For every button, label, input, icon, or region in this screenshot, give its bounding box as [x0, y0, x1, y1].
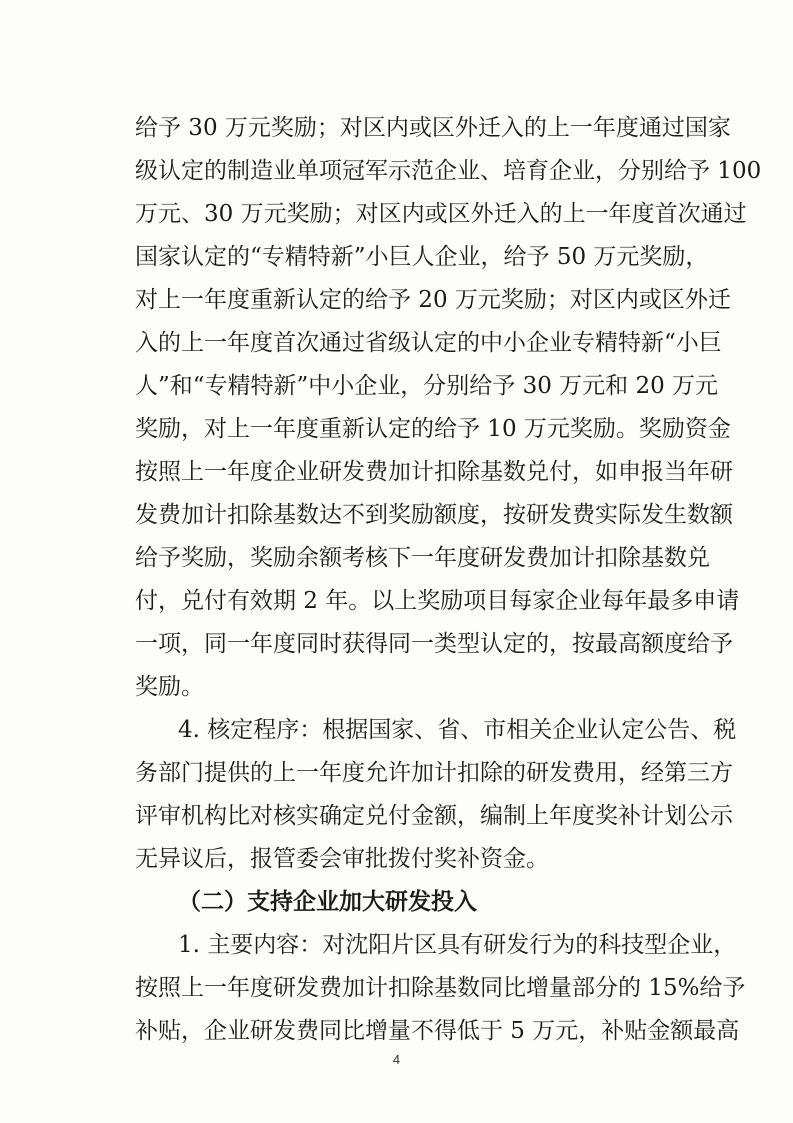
text-line: 给予 30 万元奖励；对区内或区外迁入的上一年度通过国家: [135, 115, 731, 141]
text-line: 按照上一年度研发费加计扣除基数同比增量部分的 15%给予: [135, 975, 746, 1001]
text-line: 奖励，对上一年度重新认定的给予 10 万元奖励。奖励资金: [135, 416, 731, 442]
text-line: 奖励。: [135, 674, 204, 700]
text-line: 对上一年度重新认定的给予 20 万元奖励；对区内或区外迁: [135, 287, 731, 313]
page-number: 4: [392, 1052, 401, 1067]
text-line: 4. 核定程序：根据国家、省、市相关企业认定公告、税: [178, 717, 737, 743]
text-line: 人”和“专精特新”中小企业，分别给予 30 万元和 20 万元: [135, 373, 719, 399]
text-line: 务部门提供的上一年度允许加计扣除的研发费用，经第三方: [135, 760, 733, 786]
text-line: 无异议后，报管委会审批拨付奖补资金。: [135, 846, 549, 872]
text-line: 入的上一年度首次通过省级认定的中小企业专精特新“小巨: [135, 330, 722, 356]
text-line: 1. 主要内容：对沈阳片区具有研发行为的科技型企业，: [178, 932, 737, 958]
text-line: 补贴，企业研发费同比增量不得低于 5 万元，补贴金额最高: [135, 1018, 740, 1044]
text-line: 付，兑付有效期 2 年。以上奖励项目每家企业每年最多申请: [135, 588, 740, 614]
text-line: 给予奖励，奖励余额考核下一年度研发费加计扣除基数兑: [135, 545, 710, 571]
section-heading: （二）支持企业加大研发投入: [178, 889, 477, 915]
text-line: 级认定的制造业单项冠军示范企业、培育企业，分别给予 100: [135, 158, 762, 184]
text-line: 评审机构比对核实确定兑付金额，编制上年度奖补计划公示: [135, 803, 733, 829]
text-line: 一项，同一年度同时获得同一类型认定的，按最高额度给予: [135, 631, 733, 657]
text-line: 按照上一年度企业研发费加计扣除基数兑付，如申报当年研: [135, 459, 733, 485]
text-line: 发费加计扣除基数达不到奖励额度，按研发费实际发生数额: [135, 502, 733, 528]
text-line: 万元、30 万元奖励；对区内或区外迁入的上一年度首次通过: [135, 201, 747, 227]
text-line: 国家认定的“专精特新”小巨人企业，给予 50 万元奖励，: [135, 244, 709, 270]
